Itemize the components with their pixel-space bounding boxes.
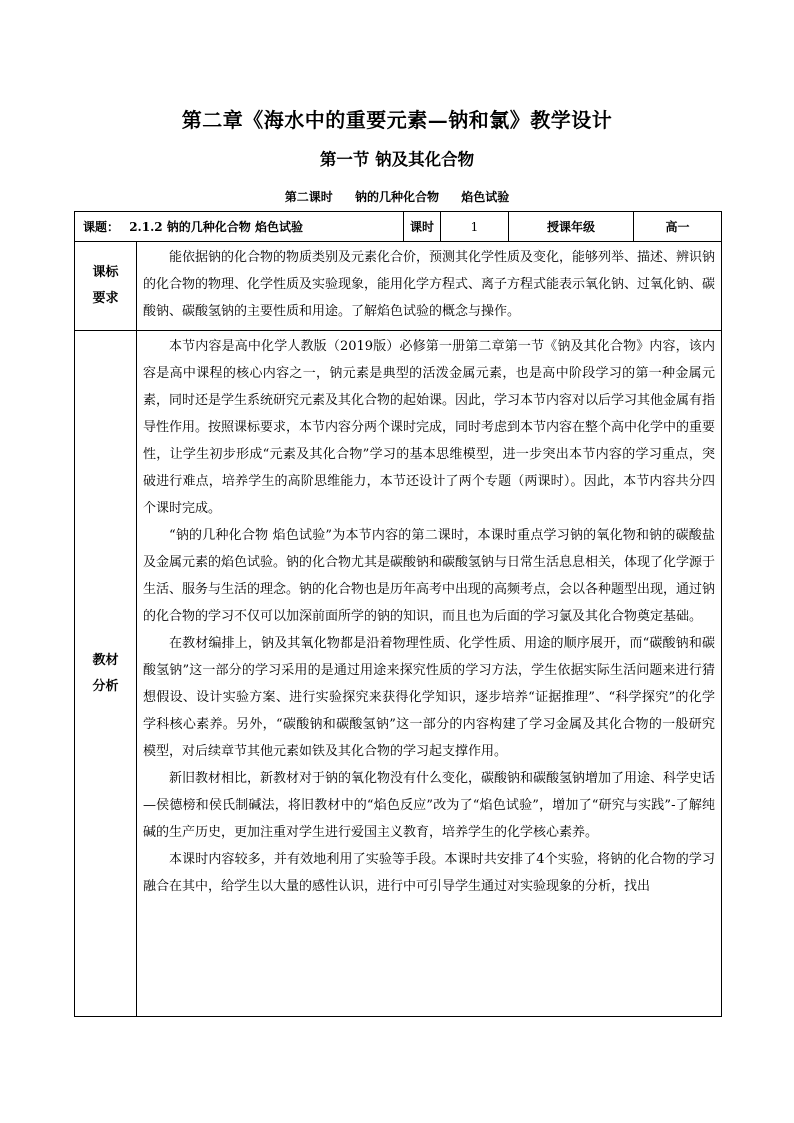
analysis-row [75,331,722,1017]
analysis-label [75,331,137,1017]
topic-label: 课题： [83,220,120,234]
analysis-paragraph: 本课时内容较多，并有效地利用了实验等手段。本课时共安排了4个实验，将钠的化合物的学习融合在其中，给学生以大量的感性认识，进行中可引导学生通过对实验现象的分析，找出 [143,852,715,894]
analysis-label-line1: 教材 [92,652,119,668]
analysis-content [137,331,722,1017]
period-label: 课时 [404,212,441,242]
grade-label: 授课年级 [509,212,634,242]
analysis-paragraph: “钠的几种化合物 焰色试验”为本节内容的第二课时，本课时重点学习钠的氧化物和钠的碳酸盐及金属元素的焰色试验。钠的化合物尤其是碳酸钠和碳酸氢钠与日常生活息息相关，体现了化学源于生活、服务与生活的理念。钠的化合物也是历年高考中出现的高频考点，会以各种题型出现，通过钠的化合物的学习不仅可以加深前面所学的钠的知识，而且也为后面的学习氯及其化合物奠定基础。 [143,528,715,624]
document-title: 第二章《海水中的重要元素—钠和氯》教学设计 [181,108,613,132]
requirements-label-line2: 要求 [92,291,119,306]
section-title: 第一节 钠及其化合物 [319,150,475,169]
requirements-row [75,242,722,331]
analysis-paragraph: 在教材编排上，钠及其氧化物都是沿着物理性质、化学性质、用途的顺序展开，而“碳酸钠和碳酸氢钠”这一部分的学习采用的是通过用途来探究性质的学习方法，学生依据实际生活问题来进行猜想假设、设计实验方案、进行实验探究来获得化学知识，逐步培养“证据推理”、“科学探究”的化学学科核心素养。另外，“碳酸钠和碳酸氢钠”这一部分的内容构建了学习金属及其化合物的一般研究模型，对后续章节其他元素如铁及其化合物的学习起支撑作用。 [143,636,715,759]
analysis-paragraph: 本节内容是高中化学人教版（2019版）必修第一册第二章第一节《钠及其化合物》内容，该内容是高中课程的核心内容之一，钠元素是典型的活泼金属元素，也是高中阶段学习的第一种金属元素，同时还是学生系统研究元素及其化合物的起始课。因此，学习本节内容对以后学习其他金属有指导性作用。按照课标要求，本节内容分两个课时完成，同时考虑到本节内容在整个高中化学中的重要性，让学生初步形成“元素及其化合物”学习的基本思维模型，进一步突出本节内容的学习重点，突破进行难点，培养学生的高阶思维能力，本节还设计了两个专题（两课时）。因此，本节内容共分四个课时完成。 [143,339,715,516]
topic-value: 2.1.2 钠的几种化合物 焰色试验 [129,220,303,234]
grade-value: 高一 [634,212,722,242]
lesson-subtopic: 焰色试验 [461,190,510,204]
lesson-period: 第二课时 [284,190,333,204]
topic-cell [75,212,404,242]
analysis-text-block [143,333,715,1016]
requirements-label [75,242,137,331]
requirements-text: 能依据钠的化合物的物质类别及元素化合价，预测其化学性质及变化，能够列举、描述、辨识钠的化合物的物理、化学性质及实验现象，能用化学方程式、离子方程式能表示氧化钠、过氧化钠、碳酸钠、碳酸氢钠的主要性质和用途。了解焰色试验的概念与操作。 [143,250,716,319]
requirements-content [137,242,722,331]
period-value: 1 [441,212,509,242]
lesson-plan-table [74,211,722,1017]
lesson-topic: 钠的几种化合物 [354,190,439,204]
analysis-label-line2: 分析 [92,678,119,694]
requirements-label-line1: 课标 [92,265,119,280]
info-row [75,212,722,242]
analysis-paragraph: 新旧教材相比，新教材对于钠的氧化物没有什么变化，碳酸钠和碳酸氢钠增加了用途、科学史话—侯德榜和侯氏制碱法，将旧教材中的“焰色反应”改为了“焰色试验”，增加了“研究与实践”-了解纯碱的生产历史，更加注重对学生进行爱国主义教育，培养学生的化学核心素养。 [143,771,715,840]
lesson-subtitle [0,188,794,205]
